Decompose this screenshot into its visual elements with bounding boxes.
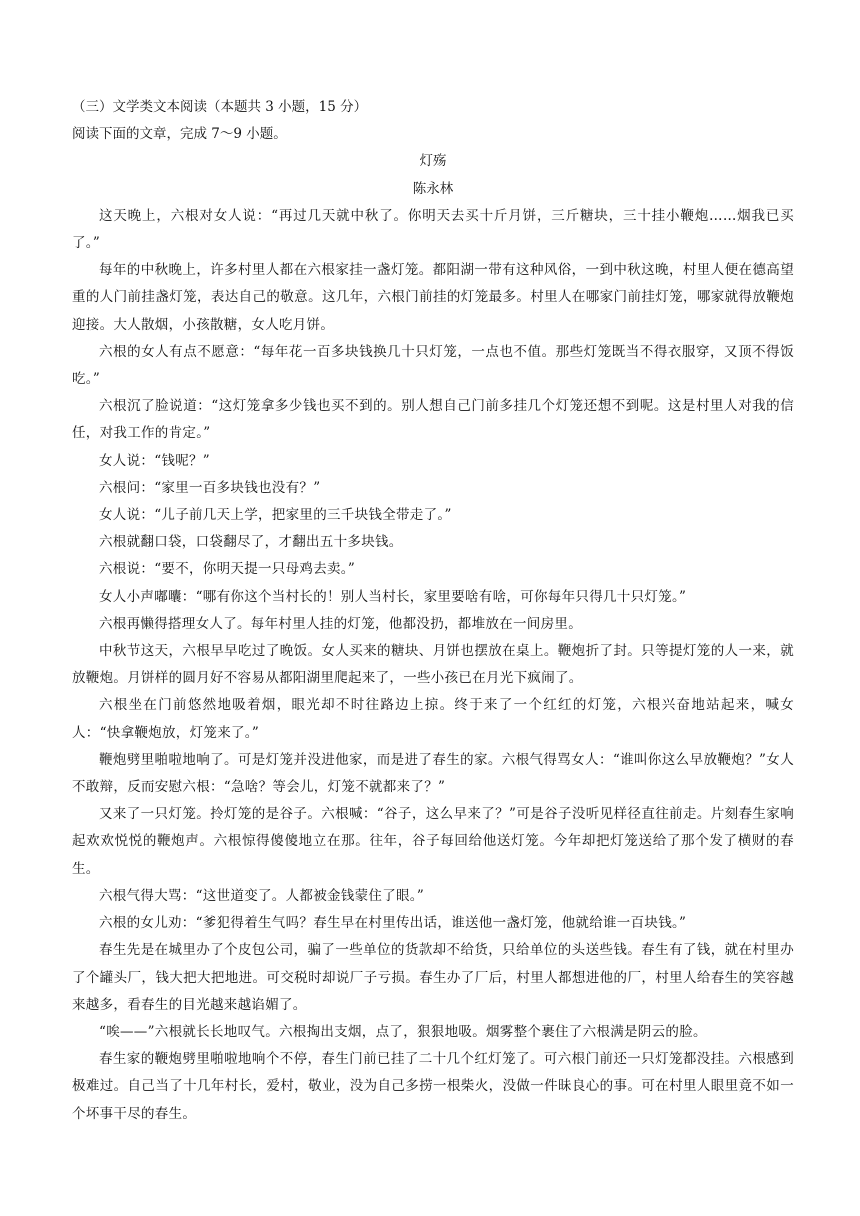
article-author: 陈永林 — [412, 180, 454, 197]
paragraph: 六根说：“要不，你明天提一只母鸡去卖。” — [99, 561, 356, 578]
paragraph: 春生家的鞭炮劈里啪啦地响个不停，春生门前已挂了二十几个红灯笼了。可六根门前还一只灯笼都没挂。六根感到极难过。自己当了十几年村长，爱村，敬业，没为自己多捞一根柴火，没做一件昧良心的事。可在村里人眼里竟不如一个坏事干尽的春生。 — [72, 1051, 794, 1122]
paragraph: 六根就翻口袋，口袋翻尽了，才翻出五十多块钱。 — [99, 534, 403, 551]
article-body — [72, 203, 794, 1128]
paragraph: “唉——”六根就长长地叹气。六根掏出支烟，点了，狠狠地吸。烟雾整个裹住了六根满是阴云的脸。 — [99, 1023, 707, 1040]
paragraph: 鞭炮劈里啪啦地响了。可是灯笼并没进他家，而是进了春生的家。六根气得骂女人：“谁叫你这么早放鞭炮？”女人不敢辩，反而安慰六根：“急啥？等会儿，灯笼不就都来了？” — [72, 751, 794, 796]
paragraph: 这天晚上，六根对女人说：“再过几天就中秋了。你明天去买十斤月饼，三斤糖块，三十挂小鞭炮……烟我已买了。” — [72, 207, 794, 252]
reading-instruction: 阅读下面的文章，完成 7～9 小题。 — [72, 126, 287, 143]
paragraph: 中秋节这天，六根早早吃过了晚饭。女人买来的糖块、月饼也摆放在桌上。鞭炮折了封。只等提灯笼的人一来，就放鞭炮。月饼样的圆月好不容易从都阳湖里爬起来了，一些小孩已在月光下疯闹了。 — [72, 643, 794, 687]
paragraph: 又来了一只灯笼。拎灯笼的是谷子。六根喊：“谷子，这么早来了？”可是谷子没听见样径直往前走。片刻春生家响起欢欢悦悦的鞭炮声。六根惊得傻傻地立在那。往年，谷子每回给他送灯笼。今年却把灯笼送给了那个发了横财的春生。 — [72, 806, 794, 877]
document-page — [72, 94, 794, 1128]
paragraph: 六根再懒得搭理女人了。每年村里人挂的灯笼，他都没扔，都堆放在一间房里。 — [99, 615, 582, 632]
paragraph: 六根坐在门前悠然地吸着烟，眼光却不时往路边上掠。终于来了一个红红的灯笼，六根兴奋地站起来，喊女人：“快拿鞭炮放，灯笼来了。” — [72, 697, 794, 741]
paragraph: 女人小声嘟囔：“哪有你这个当村长的！别人当村长，家里要啥有啥，可你每年只得几十只灯笼。” — [99, 588, 687, 605]
paragraph: 六根问：“家里一百多块钱也没有？” — [99, 479, 321, 496]
article-title: 灯殇 — [419, 153, 447, 170]
paragraph: 六根的女人有点不愿意：“每年花一百多块钱换几十只灯笼，一点也不值。那些灯笼既当不得衣服穿，又顶不得饭吃。” — [72, 343, 794, 388]
paragraph: 女人说：“钱呢？” — [99, 452, 211, 469]
paragraph: 六根气得大骂：“这世道变了。人都被金钱蒙住了眼。” — [99, 887, 425, 904]
paragraph: 每年的中秋晚上，许多村里人都在六根家挂一盏灯笼。都阳湖一带有这种风俗，一到中秋这晚，村里人便在德高望重的人门前挂盏灯笼，表达自己的敬意。这几年，六根门前挂的灯笼最多。村里人在哪家门前挂灯笼，哪家就得放鞭炮迎接。大人散烟，小孩散糖，女人吃月饼。 — [72, 262, 794, 333]
paragraph: 春生先是在城里办了个皮包公司，骗了一些单位的货款却不给货，只给单位的头送些钱。春生有了钱，就在村里办了个罐头厂，钱大把大把地进。可交税时却说厂子亏损。春生办了厂后，村里人都想进他的厂，村里人给春生的笑容越来越多，看春生的目光越来越谄媚了。 — [72, 942, 794, 1013]
paragraph: 女人说：“儿子前几天上学，把家里的三千块钱全带走了。” — [99, 507, 452, 524]
paragraph: 六根的女儿劝：“爹犯得着生气吗？春生早在村里传出话，谁送他一盏灯笼，他就给谁一百块钱。” — [99, 915, 687, 932]
paragraph: 六根沉了脸说道：“这灯笼拿多少钱也买不到的。别人想自己门前多挂几个灯笼还想不到呢。这是村里人对我的信任，对我工作的肯定。” — [72, 398, 794, 442]
section-heading: （三）文学类文本阅读（本题共 3 小题，15 分） — [72, 99, 368, 115]
